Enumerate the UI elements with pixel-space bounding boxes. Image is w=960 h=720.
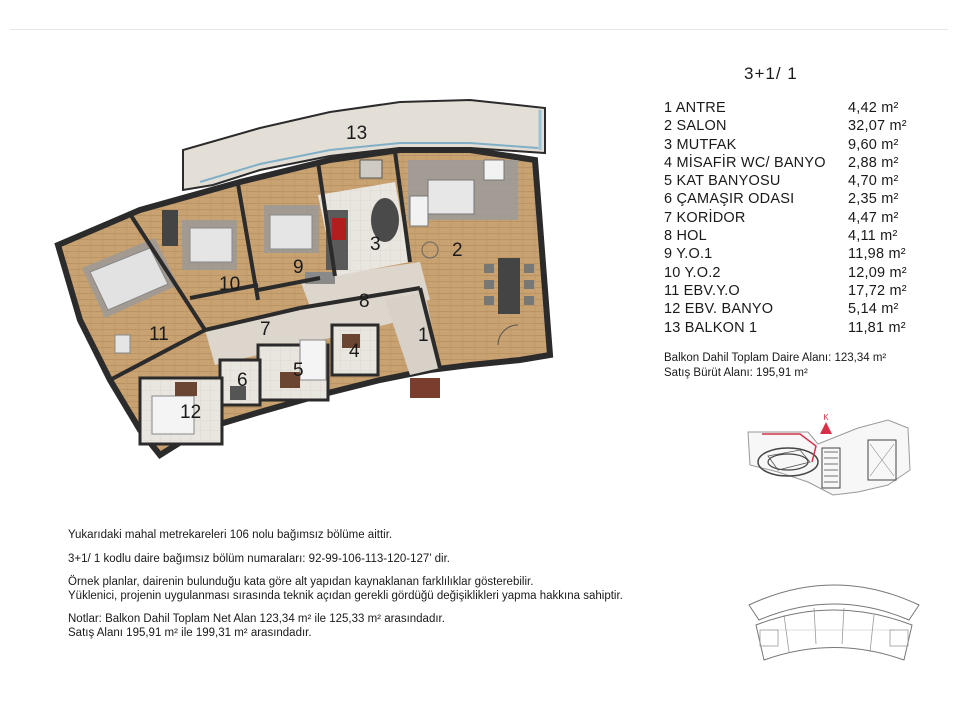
room-area: 9,60 m² xyxy=(848,136,899,153)
room-row xyxy=(664,228,924,246)
room-row xyxy=(664,246,924,264)
room-area: 2,35 m² xyxy=(848,191,899,208)
area-totals xyxy=(664,351,886,381)
unit-type-title: 3+1/ 1 xyxy=(744,64,798,83)
north-arrow-icon xyxy=(820,422,832,434)
north-label: K xyxy=(823,413,829,422)
room-label-11: 11 xyxy=(149,324,169,345)
room-name: 1 ANTRE xyxy=(664,100,726,116)
room-area: 2,88 m² xyxy=(848,154,899,171)
room-label-8: 8 xyxy=(359,291,370,312)
room-name: 6 ÇAMAŞIR ODASI xyxy=(664,191,795,208)
room-name: 3 MUTFAK xyxy=(664,136,737,153)
note-net-area-range: Notlar: Balkon Dahil Toplam Net Alan 123,34 m² ile 125,33 m² arasındadır. xyxy=(68,613,445,625)
note-unit-numbers: 3+1/ 1 kodlu daire bağımsız bölüm numaraları: 92-99-106-113-120-127’ dir. xyxy=(68,552,450,565)
note-plan-variation: Örnek planlar, dairenin bulunduğu kata göre alt yapıdan kaynaklanan farklılıklar gösterebilir. xyxy=(68,576,534,588)
note-area-ownership: Yukarıdaki mahal metrekareleri 106 nolu bağımsız bölüme aittir. xyxy=(68,529,393,541)
room-label-12: 12 xyxy=(180,402,202,423)
room-name: 4 MİSAFİR WC/ BANYO xyxy=(664,154,826,171)
room-label-13: 13 xyxy=(346,123,368,144)
room-area: 11,98 m² xyxy=(848,246,906,263)
room-area: 12,09 m² xyxy=(848,264,907,281)
room-row xyxy=(664,301,924,319)
room-area: 4,47 m² xyxy=(848,209,899,226)
floor-plan xyxy=(0,0,640,500)
room-area: 5,14 m² xyxy=(848,301,899,318)
room-row xyxy=(664,155,924,173)
net-area-total: Balkon Dahil Toplam Daire Alanı: 123,34 m² xyxy=(664,352,887,364)
floor-key-map xyxy=(738,410,918,515)
room-row xyxy=(664,265,924,283)
room-name: 2 SALON xyxy=(664,118,727,135)
room-label-7: 7 xyxy=(260,319,271,340)
room-row xyxy=(664,210,924,228)
room-area: 4,70 m² xyxy=(848,173,899,190)
room-area-list xyxy=(664,100,924,338)
room-name: 11 EBV.Y.O xyxy=(664,282,740,299)
note-sales-area-range: Satış Alanı 195,91 m² ile 199,31 m² arasındadır. xyxy=(68,626,312,639)
room-row xyxy=(664,118,924,136)
gross-area-total: Satış Bürüt Alanı: 195,91 m² xyxy=(664,367,808,379)
room-row xyxy=(664,100,924,118)
room-row xyxy=(664,191,924,209)
room-name: 13 BALKON 1 xyxy=(664,319,758,336)
room-label-1: 1 xyxy=(418,325,429,346)
room-area: 11,81 m² xyxy=(848,319,906,336)
room-row xyxy=(664,320,924,338)
room-label-3: 3 xyxy=(370,234,381,255)
typical-floor-plan xyxy=(744,570,924,670)
room-name: 5 KAT BANYOSU xyxy=(664,173,781,190)
room-label-6: 6 xyxy=(237,370,248,391)
notes-block xyxy=(68,529,623,640)
room-label-9: 9 xyxy=(293,257,304,278)
room-name: 7 KORİDOR xyxy=(664,209,746,226)
room-name: 10 Y.O.2 xyxy=(664,264,721,281)
room-area: 17,72 m² xyxy=(848,282,907,299)
room-area: 4,42 m² xyxy=(848,100,899,116)
room-row xyxy=(664,137,924,155)
room-name: 12 EBV. BANYO xyxy=(664,301,774,318)
room-row xyxy=(664,173,924,191)
room-row xyxy=(664,283,924,301)
room-area: 32,07 m² xyxy=(848,118,907,135)
note-contractor-rights: Yüklenici, projenin uygulanması sırasında teknik açıdan gerekli gördüğü değişiklikleri yapma hakkına sahiptir. xyxy=(68,589,623,602)
room-name: 9 Y.O.1 xyxy=(664,246,713,263)
room-label-4: 4 xyxy=(349,341,360,362)
room-label-5: 5 xyxy=(293,360,304,381)
room-label-10: 10 xyxy=(219,274,241,295)
room-label-2: 2 xyxy=(452,240,463,261)
room-area: 4,11 m² xyxy=(848,228,898,245)
room-name: 8 HOL xyxy=(664,228,707,245)
